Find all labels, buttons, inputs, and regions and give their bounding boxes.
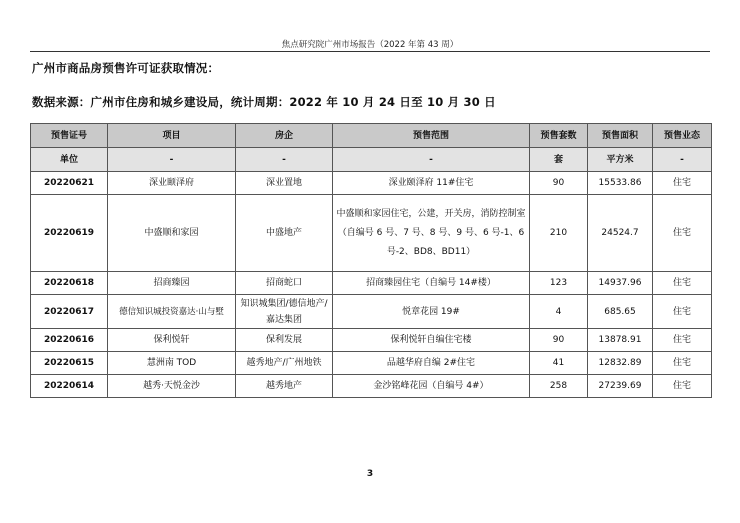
units-cell: 210	[530, 195, 588, 272]
cert-cell: 20220615	[31, 352, 108, 375]
area-cell: 13878.91	[588, 329, 653, 352]
column-header-cert: 预售证号	[31, 124, 108, 148]
presale-permit-table	[30, 123, 712, 398]
units-cell: 123	[530, 272, 588, 295]
table-row	[31, 172, 712, 195]
unit-row	[31, 148, 712, 172]
table-row	[31, 295, 712, 329]
scope-cell: 悦章花园 19#	[333, 295, 530, 329]
scope-cell: 深业颐泽府 11#住宅	[333, 172, 530, 195]
column-header-units: 预售套数	[530, 124, 588, 148]
units-cell: 41	[530, 352, 588, 375]
scope-cell: 品越华府自编 2#住宅	[333, 352, 530, 375]
unit-cell-label: 单位	[31, 148, 108, 172]
type-cell: 住宅	[653, 295, 712, 329]
cert-cell: 20220619	[31, 195, 108, 272]
column-header-project: 项目	[108, 124, 236, 148]
type-cell: 住宅	[653, 375, 712, 398]
cert-cell: 20220616	[31, 329, 108, 352]
page-number: 3	[366, 469, 374, 479]
type-cell: 住宅	[653, 195, 712, 272]
table-row	[31, 329, 712, 352]
column-header-scope: 预售范围	[333, 124, 530, 148]
area-cell: 24524.7	[588, 195, 653, 272]
units-cell: 258	[530, 375, 588, 398]
cert-cell: 20220617	[31, 295, 108, 329]
cert-cell: 20220618	[31, 272, 108, 295]
area-cell: 27239.69	[588, 375, 653, 398]
type-cell: 住宅	[653, 172, 712, 195]
table-header-row	[31, 124, 712, 148]
unit-cell: 平方米	[588, 148, 653, 172]
units-cell: 90	[530, 172, 588, 195]
area-cell: 12832.89	[588, 352, 653, 375]
developer-cell: 招商蛇口	[236, 272, 333, 295]
unit-cell: -	[108, 148, 236, 172]
unit-cell: -	[236, 148, 333, 172]
cert-cell: 20220614	[31, 375, 108, 398]
unit-cell: 套	[530, 148, 588, 172]
scope-cell: 招商臻园住宅（自编号 14#楼）	[333, 272, 530, 295]
project-cell: 慧洲南 TOD	[108, 352, 236, 375]
project-cell: 中盛顺和家园	[108, 195, 236, 272]
developer-cell: 中盛地产	[236, 195, 333, 272]
section-title: 广州市商品房预售许可证获取情况：	[32, 61, 220, 75]
type-cell: 住宅	[653, 352, 712, 375]
developer-cell: 知识城集团/德信地产/嘉达集团	[236, 295, 333, 329]
units-cell: 90	[530, 329, 588, 352]
project-cell: 深业颐泽府	[108, 172, 236, 195]
page-header-title: 焦点研究院广州市场报告（2022 年第 43 周）	[281, 40, 459, 50]
developer-cell: 越秀地产/广州地铁	[236, 352, 333, 375]
project-cell: 招商臻园	[108, 272, 236, 295]
column-header-area: 预售面积	[588, 124, 653, 148]
unit-cell: -	[333, 148, 530, 172]
table-row	[31, 195, 712, 272]
type-cell: 住宅	[653, 329, 712, 352]
developer-cell: 越秀地产	[236, 375, 333, 398]
developer-cell: 保利发展	[236, 329, 333, 352]
type-cell: 住宅	[653, 272, 712, 295]
project-cell: 德信知识城投资嘉达·山与墅	[108, 295, 236, 329]
project-cell: 保利悦轩	[108, 329, 236, 352]
project-cell: 越秀·天悦金沙	[108, 375, 236, 398]
units-cell: 4	[530, 295, 588, 329]
column-header-developer: 房企	[236, 124, 333, 148]
column-header-type: 预售业态	[653, 124, 712, 148]
area-cell: 685.65	[588, 295, 653, 329]
area-cell: 15533.86	[588, 172, 653, 195]
table-row	[31, 272, 712, 295]
table-row	[31, 352, 712, 375]
scope-cell: 中盛顺和家园住宅，公建，开关房，消防控制室（自编号 6 号、7 号、8 号、9 号、6 号-1、6 号-2、BD8、BD11）	[333, 195, 530, 272]
cert-cell: 20220621	[31, 172, 108, 195]
unit-cell: -	[653, 148, 712, 172]
scope-cell: 金沙铭峰花园（自编号 4#）	[333, 375, 530, 398]
table-row	[31, 375, 712, 398]
developer-cell: 深业置地	[236, 172, 333, 195]
scope-cell: 保利悦轩自编住宅楼	[333, 329, 530, 352]
header-divider	[30, 51, 710, 52]
area-cell: 14937.96	[588, 272, 653, 295]
data-source-line: 数据来源：广州市住房和城乡建设局，统计周期：2022 年 10 月 24 日至 10 月 30 日	[32, 95, 496, 109]
